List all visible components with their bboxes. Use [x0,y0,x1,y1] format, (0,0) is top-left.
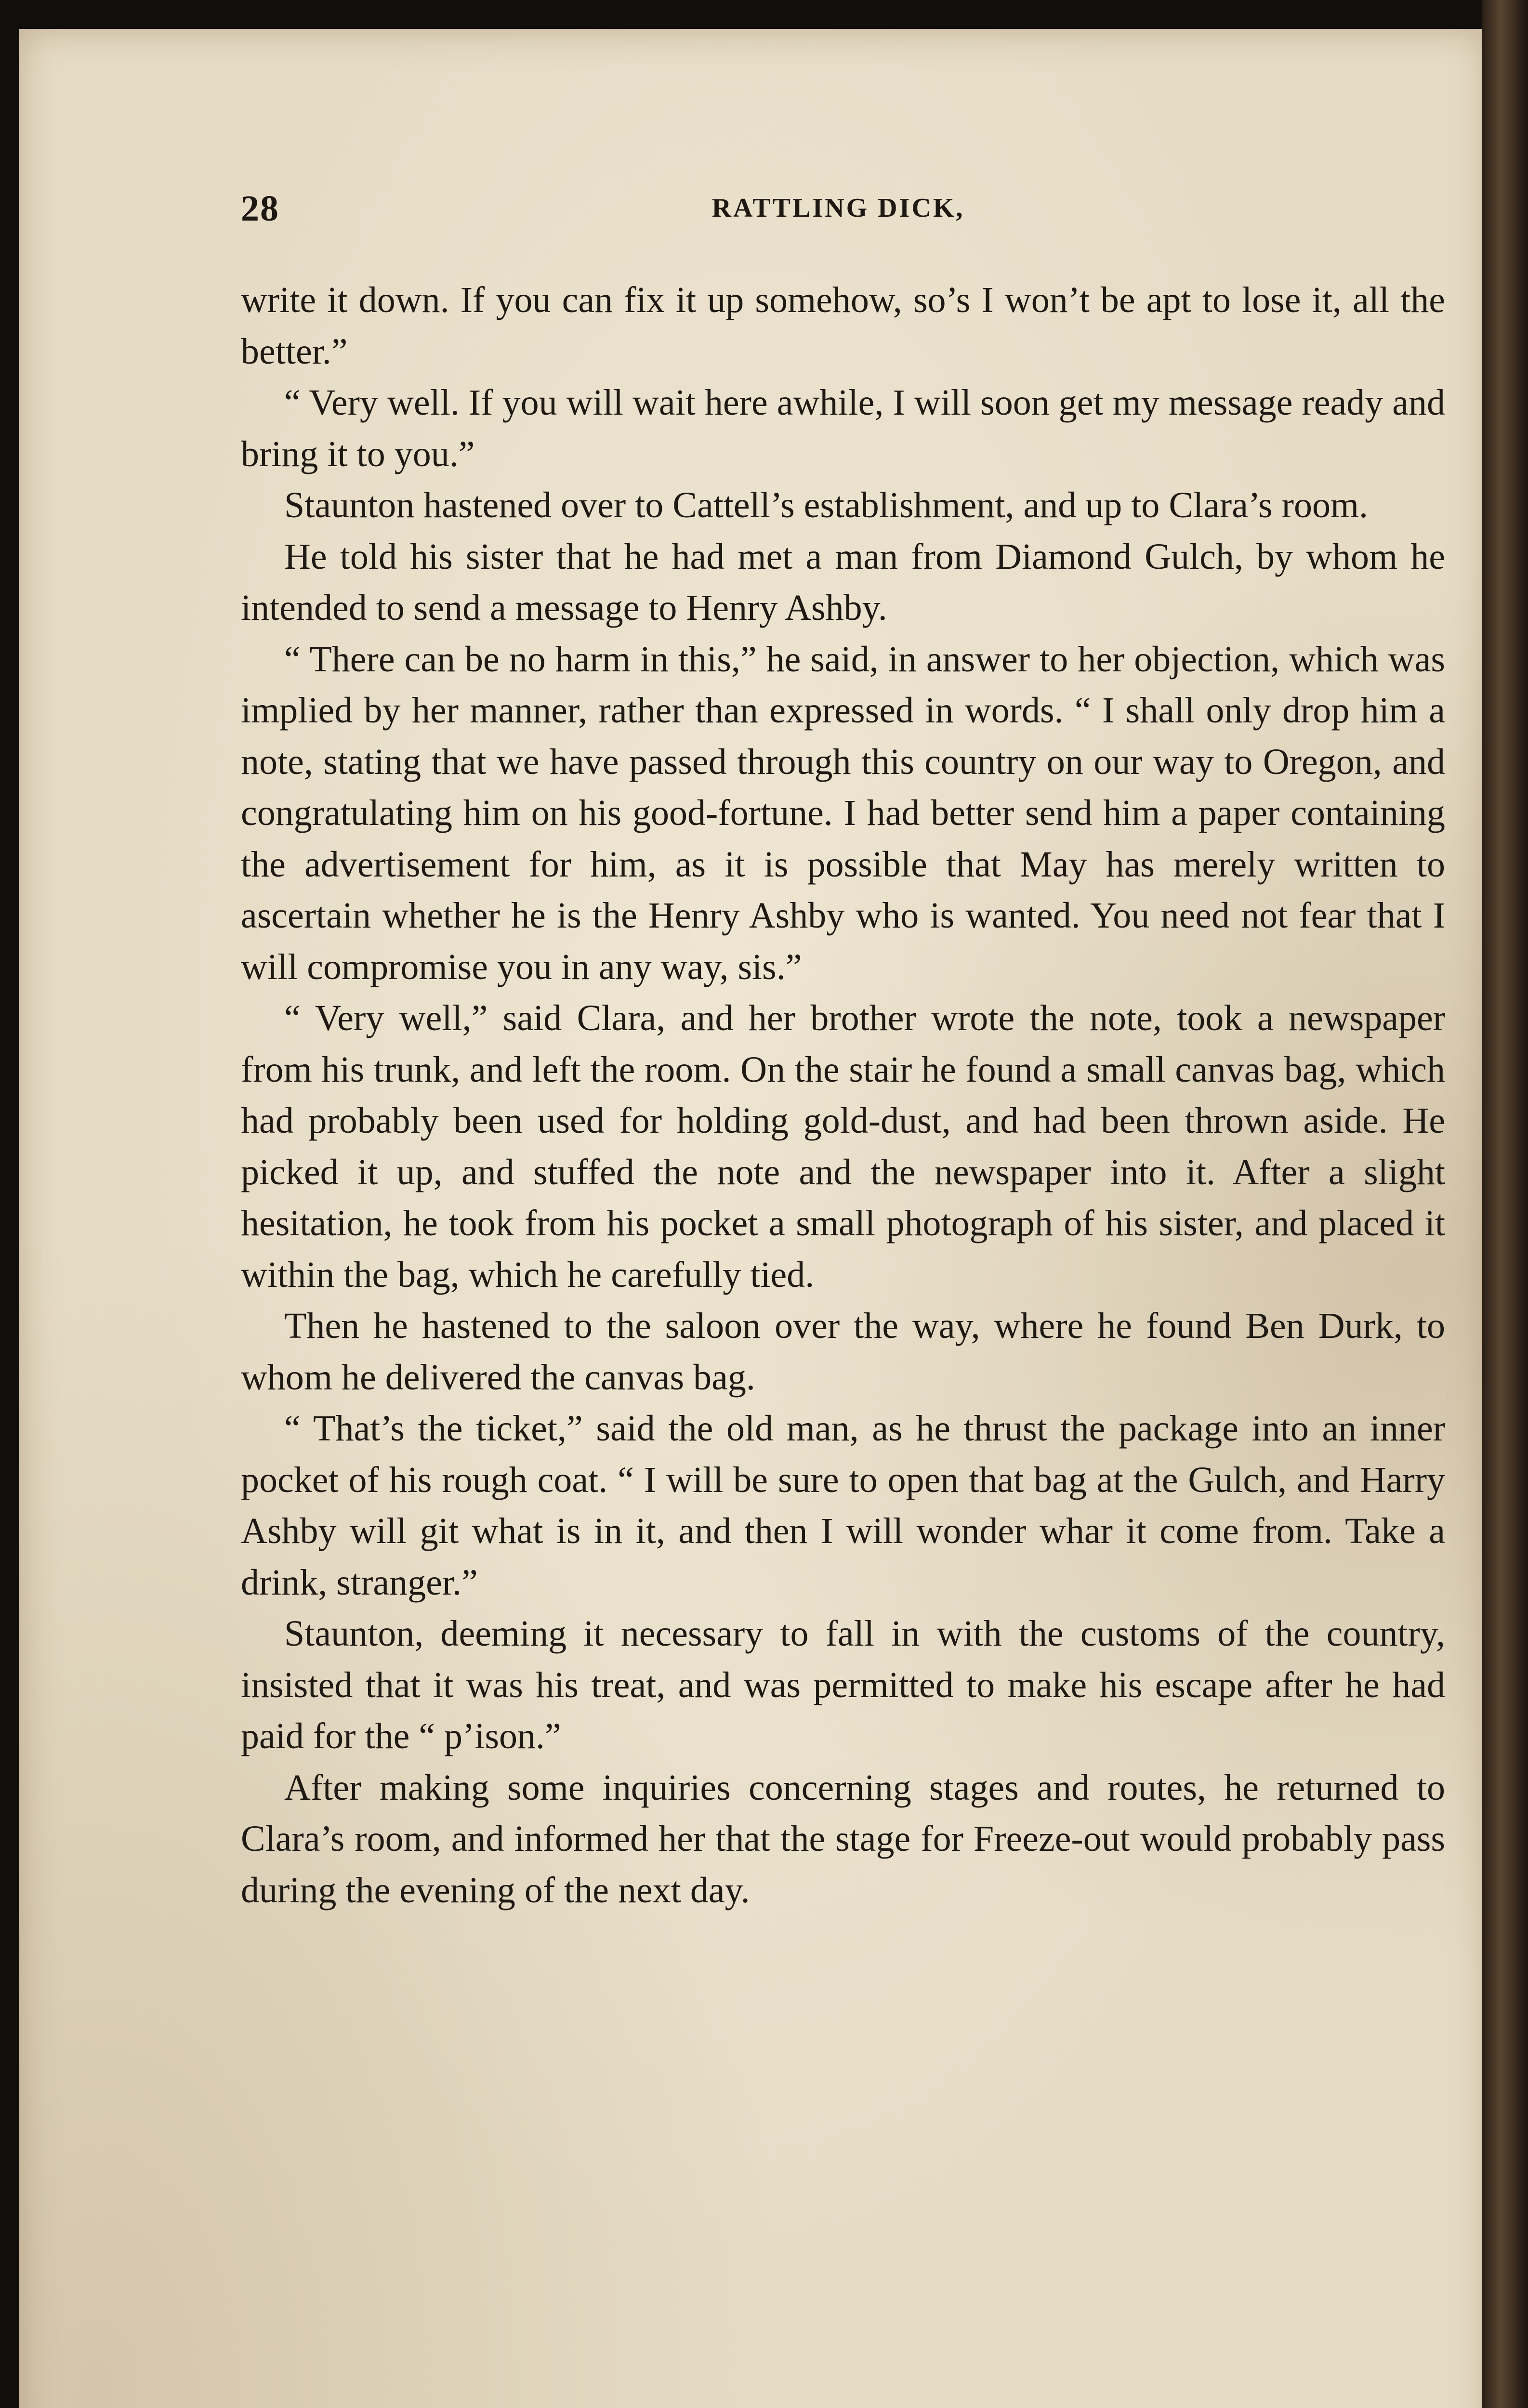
paragraph: “ That’s the ticket,” said the old man, as he thrust the package into an inner pocket of his rough coat. “ I will be sure to open that bag at the Gulch, and Harry Ashby will git what is in it, and then I will wonder whar it come from. Take a drink, stranger.” [241,1408,1445,1603]
paragraph: “ Very well. If you will wait here awhile, I will soon get my message ready and bring it to you.” [241,382,1445,474]
paragraph: “ Very well,” said Clara, and her brother wrote the note, took a newspaper from his trunk, and left the room. On the stair he found a small canvas bag, which had probably been used for holding gold-dust, and had been thrown aside. He picked it up, and stuffed the note and the newspaper into it. After a slight hesitation, he took from his pocket a small photograph of his sister, and placed it within the bag, which he carefully tied. [241,998,1445,1295]
body-text [241,275,1445,1916]
running-head: RATTLING DICK, [711,193,965,223]
paragraph: He told his sister that he had met a man from Diamond Gulch, by whom he intended to send a message to Henry Ashby. [241,536,1445,628]
paragraph: “ There can be no harm in this,” he said, in answer to her objection, which was implied by her manner, rather than expressed in words. “ I shall only drop him a note, stating that we have passed through this country on our way to Oregon, and congratulating him on his good-fortune. I had better send him a paper containing the advertisement for him, as it is possible that May has merely written to ascertain whether he is the Henry Ashby who is wanted. You need not fear that I will compromise you in any way, sis.” [241,639,1445,987]
paragraph: After making some inquiries concerning stages and routes, he returned to Clara’s room, and informed her that the stage for Freeze-out would probably pass during the evening of the next day. [241,1767,1445,1911]
page-header [241,188,1436,241]
paragraph: Staunton, deeming it necessary to fall in with the customs of the country, insisted that it was his treat, and was permitted to make his escape after he had paid for the “ p’ison.” [241,1613,1445,1756]
paragraph: Then he hastened to the saloon over the way, where he found Ben Durk, to whom he delivered the canvas bag. [241,1306,1445,1398]
page-number: 28 [241,188,279,229]
paragraph: write it down. If you can fix it up somehow, so’s I won’t be apt to lose it, all the better.” [241,280,1445,372]
book-spine [1482,0,1528,2408]
paragraph: Staunton hastened over to Cattell’s establishment, and up to Clara’s room. [284,485,1369,525]
